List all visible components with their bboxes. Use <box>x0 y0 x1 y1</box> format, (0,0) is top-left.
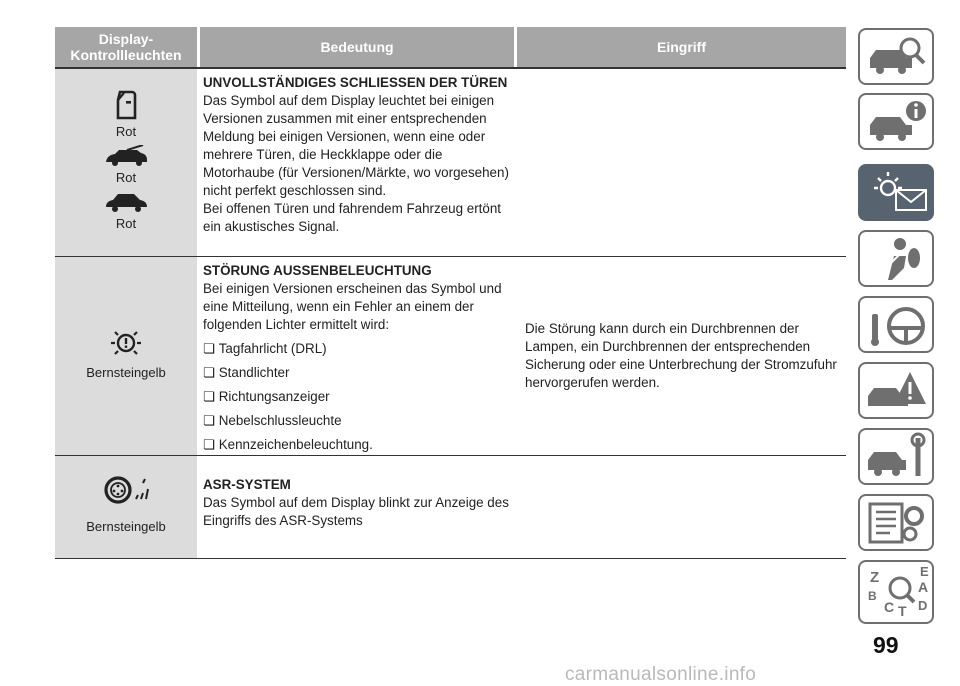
row-lights-title: STÖRUNG AUSSENBELEUCHTUNG <box>203 263 432 278</box>
row-lights-action-text: Die Störung kann durch ein Durchbrennen der Lampen, ein Durchbrennen der entsprechenden Sicherung oder eine Unterbrechung der Stromzufuhr hervorgerufen werden. <box>525 321 837 390</box>
header-meaning <box>200 27 514 67</box>
steering-key-icon <box>860 298 932 351</box>
warning-lights-table <box>55 27 846 559</box>
index-letter: D <box>918 598 928 613</box>
tab-emergency[interactable] <box>858 362 934 419</box>
asr-system-icon <box>102 475 150 505</box>
row-doors-text2: Bei offenen Türen und fahrendem Fahrzeug ertönt ein akustisches Signal. <box>203 201 502 234</box>
tab-maintenance[interactable] <box>858 428 934 485</box>
header-action-label: Eingriff <box>657 39 706 55</box>
table-row-asr <box>55 456 846 559</box>
tailgate-open-icon <box>103 191 149 213</box>
bulb-failure-icon <box>109 327 143 357</box>
tab-car-info[interactable] <box>858 93 934 150</box>
row-doors-icons <box>55 69 197 256</box>
row-lights-icon-cell <box>55 257 197 455</box>
warning-light-message-icon <box>860 166 932 219</box>
header-action <box>517 27 846 67</box>
row-asr-icon-cell <box>55 456 197 558</box>
car-wrench-icon <box>860 430 932 483</box>
index-letter: B <box>868 589 877 603</box>
table-header <box>55 27 846 69</box>
row-doors-meaning <box>203 69 514 256</box>
index-alphabet-icon <box>860 562 932 622</box>
row-lights-action <box>514 257 843 455</box>
row-asr-text: Das Symbol auf dem Display blinkt zur Anzeige des Eingriffs des ASR-Systems <box>203 495 509 528</box>
index-letter: C <box>884 599 895 615</box>
specs-gear-icon <box>860 496 932 549</box>
row-asr-meaning <box>203 456 514 558</box>
tab-car-magnifier[interactable] <box>858 28 934 85</box>
row-doors-action <box>514 69 843 256</box>
row-doors-title: UNVOLLSTÄNDIGES SCHLIESSEN DER TÜREN <box>203 75 508 90</box>
header-display-lights <box>55 27 197 67</box>
row-lights-meaning <box>203 257 514 455</box>
row-asr-title: ASR-SYSTEM <box>203 477 291 492</box>
tab-start-drive[interactable] <box>858 296 934 353</box>
row-doors-text: Das Symbol auf dem Display leuchtet bei einigen Versionen zusammen mit einer entsprechenden Meldung bei einigen Versionen, wenn eine oder mehrere Türen, die Heckklappe oder die Motorhaube (für Versionen/Märkte, wo vorgesehen) nicht perfekt geschlossen sind. <box>203 93 509 198</box>
row-asr-action <box>514 456 843 558</box>
index-letter: T <box>898 603 907 619</box>
tab-safety[interactable] <box>858 230 934 287</box>
table-row-doors <box>55 69 846 257</box>
bullet-item: ❏ Kennzeichenbeleuchtung. <box>203 436 514 454</box>
color-label: Bernsteingelb <box>86 518 166 534</box>
hood-open-icon <box>103 145 149 167</box>
color-label: Rot <box>115 123 137 139</box>
color-label: Bernsteingelb <box>86 364 166 380</box>
bullet-item: ❏ Richtungsanzeiger <box>203 388 514 406</box>
index-letter: A <box>918 579 929 595</box>
page-number: 99 <box>873 632 899 658</box>
bullet-item: ❏ Tagfahrlicht (DRL) <box>203 340 514 358</box>
color-label: Rot <box>115 169 137 185</box>
airbag-seat-icon <box>860 232 932 285</box>
tab-warning-lights[interactable] <box>858 164 934 221</box>
row-lights-text: Bei einigen Versionen erscheinen das Symbol und eine Mitteilung, wenn ein Fehler an einem der folgenden Lichter ermittelt wird: <box>203 281 502 332</box>
bullet-item: ❏ Standlichter <box>203 364 514 382</box>
color-label: Rot <box>115 215 137 231</box>
table-row-exterior-lights <box>55 257 846 456</box>
header-display-lights-label: Display- Kontrollleuchten <box>70 31 182 63</box>
car-magnifier-icon <box>860 30 932 83</box>
car-hazard-icon <box>860 364 932 417</box>
car-info-icon <box>860 95 932 148</box>
index-letter: E <box>920 564 929 579</box>
watermark: carmanualsonline.info <box>565 664 757 685</box>
header-meaning-label: Bedeutung <box>320 39 394 55</box>
tab-technical-data[interactable] <box>858 494 934 551</box>
door-open-icon <box>112 89 140 121</box>
bullet-item: ❏ Nebelschlussleuchte <box>203 412 514 430</box>
tab-index[interactable] <box>858 560 934 624</box>
index-letter: Z <box>870 569 880 586</box>
